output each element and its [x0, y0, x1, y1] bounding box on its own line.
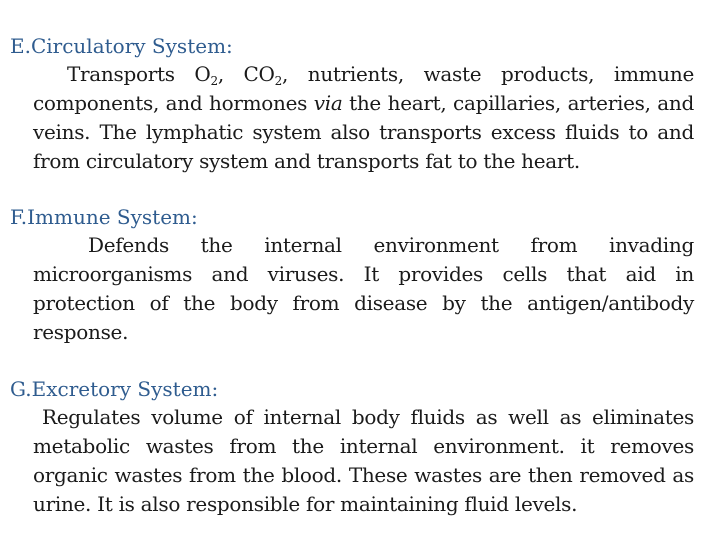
section-body	[10, 231, 694, 347]
body-text-part: , CO	[217, 62, 275, 86]
section-letter: G.	[10, 377, 32, 401]
body-text-part: Regulates volume of internal body fluids as well as eliminates metabolic wastes from the internal environment. it removes organic wastes from the blood. These wastes are then removed as urine. It is also responsible for maintaining fluid levels.	[33, 405, 694, 516]
body-text-part: Defends the internal environment from invading microorganisms and viruses. It provides cells that aid in protection of the body from disease by the antigen/antibody response.	[33, 233, 694, 344]
section-body	[10, 60, 694, 176]
section-body	[10, 403, 694, 519]
body-text-part: the heart, capillaries, arteries, and veins. The lymphatic system also transports excess fluids to and from circulatory system and transports fat to the heart.	[33, 91, 694, 173]
section-heading	[10, 32, 694, 60]
subscript: 2	[210, 74, 218, 88]
section-letter: F.	[10, 205, 28, 229]
section-excretory-system	[10, 375, 694, 519]
section-heading	[10, 375, 694, 403]
italic-text: via	[313, 91, 343, 115]
subscript: 2	[274, 74, 283, 88]
section-letter: E.	[10, 34, 31, 58]
section-heading	[10, 203, 694, 231]
section-title: Circulatory System:	[30, 34, 233, 58]
section-title: Immune System:	[27, 205, 198, 229]
section-circulatory-system	[10, 32, 694, 176]
body-text-part: , nutrients, waste products, immune components, and hormones	[33, 62, 695, 115]
body-text-part: Transports O	[67, 62, 211, 86]
section-immune-system	[10, 203, 694, 347]
section-title: Excretory System:	[31, 377, 219, 401]
